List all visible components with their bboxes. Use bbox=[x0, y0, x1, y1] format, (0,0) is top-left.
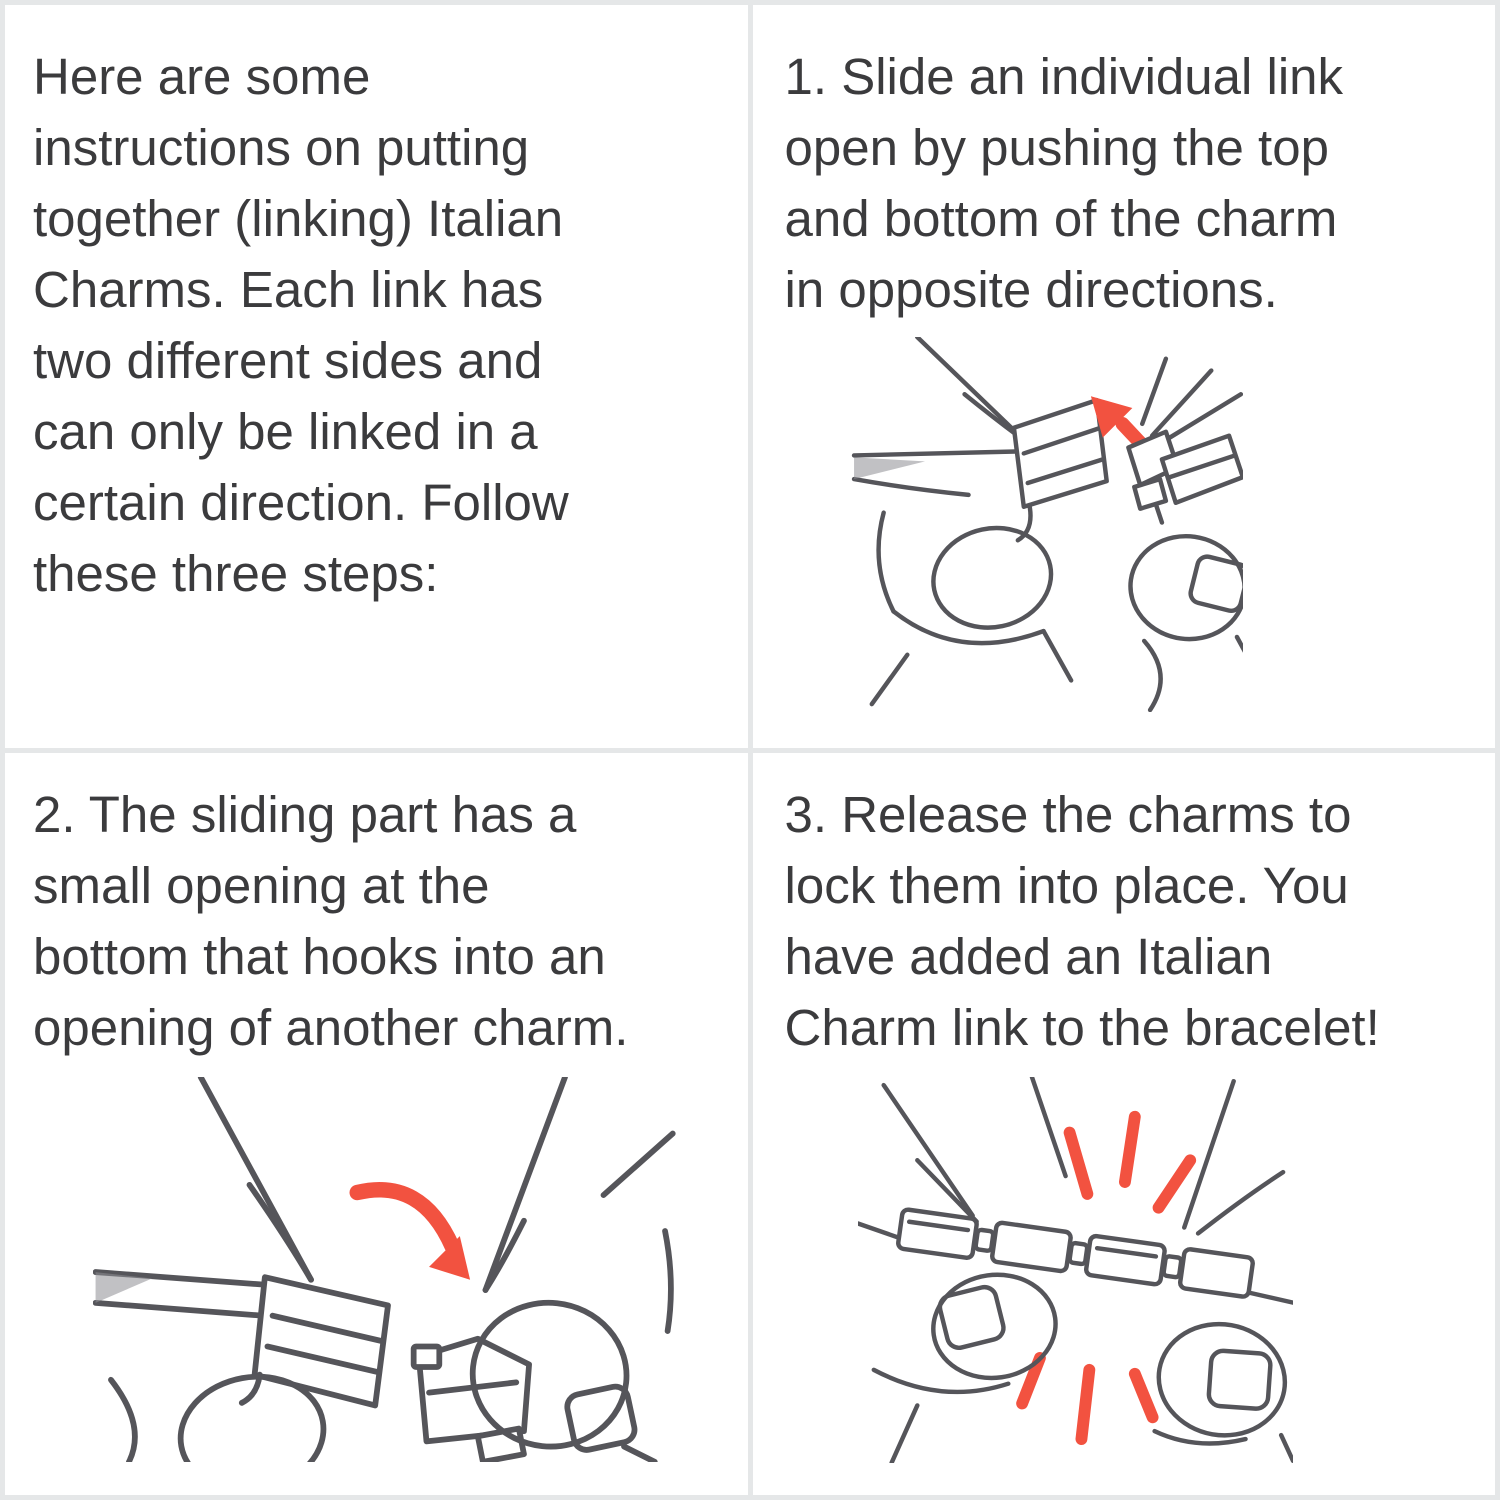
intro-text bbox=[5, 5, 748, 609]
thumbnail bbox=[1208, 1350, 1271, 1409]
text-line: certain direction. Follow bbox=[33, 474, 569, 531]
text-line: Here are some bbox=[33, 48, 371, 105]
text-line: opening of another charm. bbox=[33, 998, 629, 1056]
left-hand-drawing bbox=[96, 1077, 388, 1462]
panel-intro bbox=[5, 5, 748, 748]
text-line: small opening at the bbox=[33, 856, 490, 914]
hook-opening-illustration bbox=[93, 1077, 683, 1462]
text-line: bottom that hooks into an bbox=[33, 927, 606, 985]
text-line: Charms. Each link has bbox=[33, 261, 544, 318]
text-line: in opposite directions. bbox=[784, 261, 1278, 318]
panel-step-1 bbox=[753, 5, 1496, 748]
text-line: these three steps: bbox=[33, 545, 439, 602]
text-line: and bottom of the charm bbox=[784, 190, 1338, 247]
text-line: 3. Release the charms to bbox=[784, 785, 1352, 843]
bracelet-chain-drawing bbox=[858, 1208, 1293, 1302]
text-line: Charm link to the bracelet! bbox=[784, 998, 1380, 1056]
step-1-text bbox=[753, 5, 1496, 325]
curved-red-arrow-icon bbox=[357, 1189, 470, 1279]
text-line: have added an Italian bbox=[784, 927, 1273, 985]
text-line: two different sides and bbox=[33, 332, 543, 389]
step-2-text bbox=[5, 753, 748, 1063]
text-line: open by pushing the top bbox=[784, 119, 1329, 176]
text-line: lock them into place. You bbox=[784, 856, 1349, 914]
text-line: can only be linked in a bbox=[33, 403, 538, 460]
text-line: 1. Slide an individual link bbox=[784, 48, 1344, 105]
text-line: instructions on putting bbox=[33, 119, 530, 176]
charm-small-opening bbox=[414, 1346, 440, 1367]
text-line: together (linking) Italian bbox=[33, 190, 564, 247]
left-hand-drawing bbox=[873, 1077, 1065, 1463]
text-line: 2. The sliding part has a bbox=[33, 785, 577, 843]
right-thumb bbox=[1123, 529, 1242, 647]
thumbnail bbox=[1188, 555, 1242, 613]
left-hand-drawing bbox=[854, 337, 1107, 704]
thumbnail bbox=[565, 1384, 637, 1452]
step-3-text bbox=[753, 753, 1496, 1063]
thumbnail bbox=[937, 1284, 1006, 1350]
panel-step-2 bbox=[5, 753, 748, 1496]
left-thumb bbox=[924, 517, 1060, 638]
panel-step-3 bbox=[753, 753, 1496, 1496]
right-hand-drawing bbox=[1123, 359, 1242, 710]
slide-link-open-illustration bbox=[848, 337, 1243, 712]
left-charm bbox=[255, 1277, 388, 1405]
snap-lock-illustration bbox=[858, 1077, 1293, 1463]
